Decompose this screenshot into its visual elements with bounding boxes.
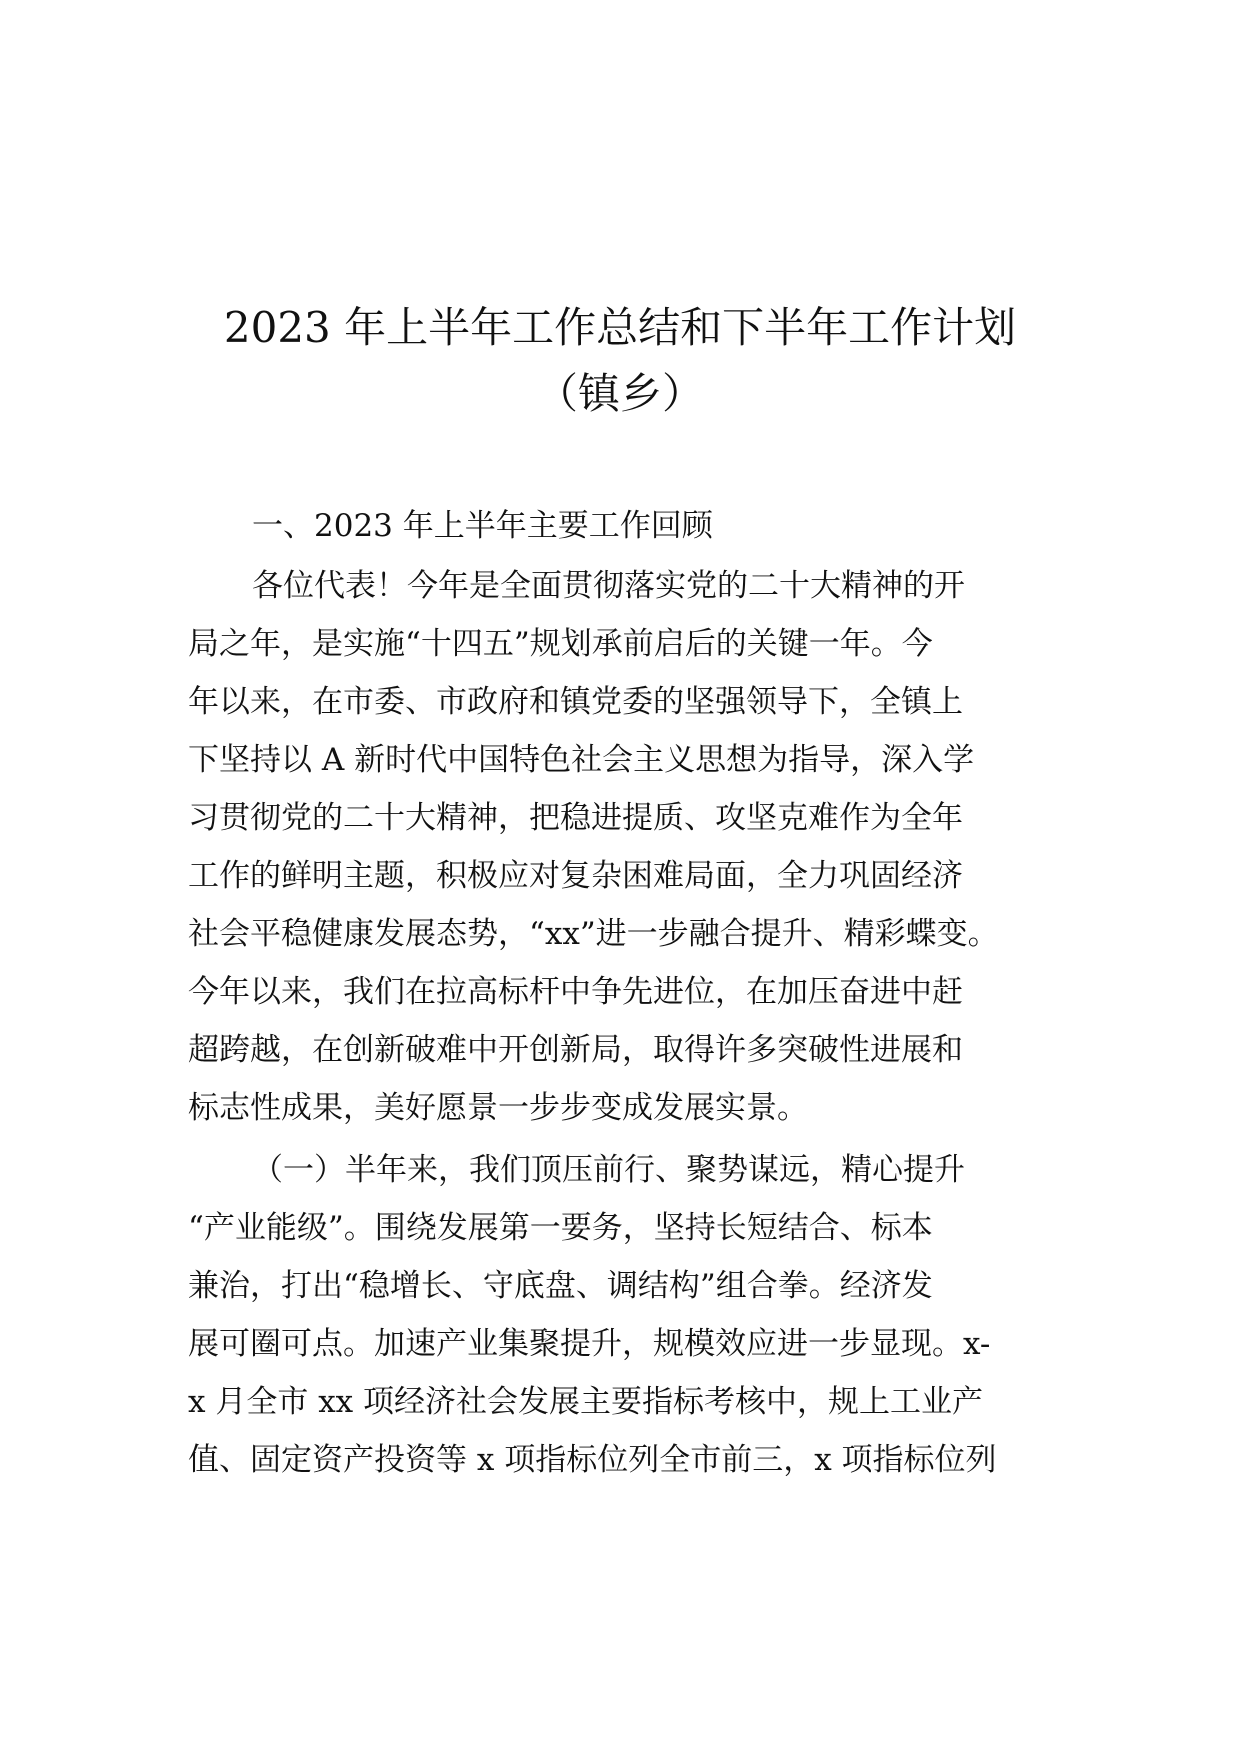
paragraph1-line: 工作的鲜明主题，积极应对复杂困难局面，全力巩固经济	[188, 858, 963, 894]
paragraph1-line: 标志性成果，美好愿景一步步变成发展实景。	[188, 1090, 808, 1126]
paragraph1-line: 今年以来，我们在拉高标杆中争先进位，在加压奋进中赶	[188, 974, 963, 1010]
paragraph1-line: 社会平稳健康发展态势，“xx”进一步融合提升、精彩蝶变。	[188, 916, 999, 952]
section1-heading: 一、2023 年上半年主要工作回顾	[252, 508, 713, 544]
paragraph2-line: 展可圈可点。加速产业集聚提升，规模效应进一步显现。x-	[188, 1326, 991, 1362]
paragraph1-line: 各位代表！今年是全面贯彻落实党的二十大精神的开	[252, 568, 965, 604]
paragraph2-line: （一）半年来，我们顶压前行、聚势谋远，精心提升	[252, 1152, 965, 1188]
paragraph2-line: x 月全市 xx 项经济社会发展主要指标考核中，规上工业产	[188, 1384, 984, 1420]
document-title-line2: （镇乡）	[535, 369, 704, 418]
document-title-line1: 2023 年上半年工作总结和下半年工作计划	[223, 303, 1017, 352]
paragraph2-line: 兼治，打出“稳增长、守底盘、调结构”组合拳。经济发	[188, 1268, 933, 1304]
paragraph1-line: 习贯彻党的二十大精神，把稳进提质、攻坚克难作为全年	[188, 800, 963, 836]
paragraph1-line: 超跨越，在创新破难中开创新局，取得许多突破性进展和	[188, 1032, 963, 1068]
paragraph1-line: 局之年，是实施“十四五”规划承前启后的关键一年。今	[188, 626, 933, 662]
paragraph2-line: “产业能级”。围绕发展第一要务，坚持长短结合、标本	[188, 1210, 933, 1246]
paragraph1-line: 年以来，在市委、市政府和镇党委的坚强领导下，全镇上	[188, 684, 963, 720]
paragraph2-line: 值、固定资产投资等 x 项指标位列全市前三，x 项指标位列	[188, 1442, 997, 1478]
paragraph1-line: 下坚持以 A 新时代中国特色社会主义思想为指导，深入学	[188, 742, 975, 778]
